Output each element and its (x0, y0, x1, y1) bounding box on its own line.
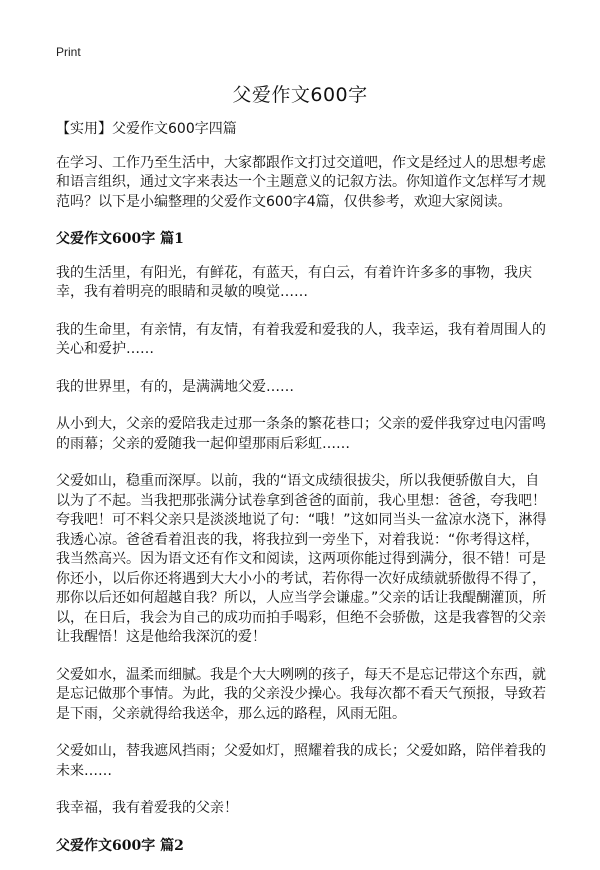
print-label: Print (56, 45, 81, 59)
section-1-paragraph: 我的生命里，有亲情，有友情，有着我爱和爱我的人，我幸运，我有着周围人的关心和爱护…… (56, 321, 546, 357)
section-1-paragraph: 我幸福，我有着爱我的父亲！ (56, 800, 238, 816)
section-1-paragraph: 父爱如水，温柔而细腻。我是个大大咧咧的孩子，每天不是忘记带这个东西，就是忘记做那个事情。为此，我的父亲没少操心。我每次都不看天气预报，导致若是下雨，父亲就得给我送伞，那么远的路程，风雨无阻。 (56, 666, 546, 722)
section-1-paragraph: 从小到大，父亲的爱陪我走过那一条条的繁花巷口；父亲的爱伴我穿过电闪雷鸣的雨幕；父亲的爱随我一起仰望那雨后彩虹…… (56, 416, 546, 452)
document-title: 父爱作文600字 (232, 84, 368, 106)
section-1-paragraph: 我的世界里，有的，是满满地父爱…… (56, 378, 294, 395)
document-body (56, 120, 552, 870)
document-subtitle: 【实用】父爱作文600字四篇 (56, 121, 237, 137)
section-1-paragraph: 我的生活里，有阳光，有鲜花，有蓝天，有白云，有着许许多多的事物，我庆幸，我有着明亮的眼睛和灵敏的嗅觉…… (56, 264, 532, 300)
section-heading-2: 父爱作文600字 篇2 (56, 837, 184, 854)
section-1-paragraph: 父爱如山，稳重而深厚。以前，我的“语文成绩很拔尖，所以我便骄傲自大，自以为了不起。当我把那张满分试卷拿到爸爸的面前，我心里想：爸爸，夸我吧！夸我吧！可不料父亲只是淡淡地说了句：“哦！”这如同当头一盆凉水浇下，淋得我透心凉。爸爸看着沮丧的我，将我拉到一旁坐下，对着我说：“你考得这样，我当然高兴。因为语文还有作文和阅读，这两项你能过得到满分，很不错！可是你还小，以后你还将遇到大大小小的考试，若你得一次好成绩就骄傲得不得了，那你以后还如何超越自我？所以，人应当学会谦虚。”父亲的话让我醍醐灌顶，所以，在日后，我会为自己的成功而拍手喝彩，但绝不会骄傲，这是我睿智的父亲让我醒悟！这是他给我深沉的爱！ (56, 473, 547, 645)
section-heading-1: 父爱作文600字 篇1 (56, 231, 184, 247)
intro-paragraph: 在学习、工作乃至生活中，大家都跟作文打过交道吧，作文是经过人的思想考虑和语言组织，通过文字来表达一个主题意义的记叙方法。你知道作文怎样写才规范吗？以下是小编整理的父爱作文600字4篇，仅供参考，欢迎大家阅读。 (56, 154, 546, 210)
section-1-paragraph: 父爱如山，替我遮风挡雨；父爱如灯，照耀着我的成长；父爱如路，陪伴着我的未来…… (56, 743, 546, 779)
